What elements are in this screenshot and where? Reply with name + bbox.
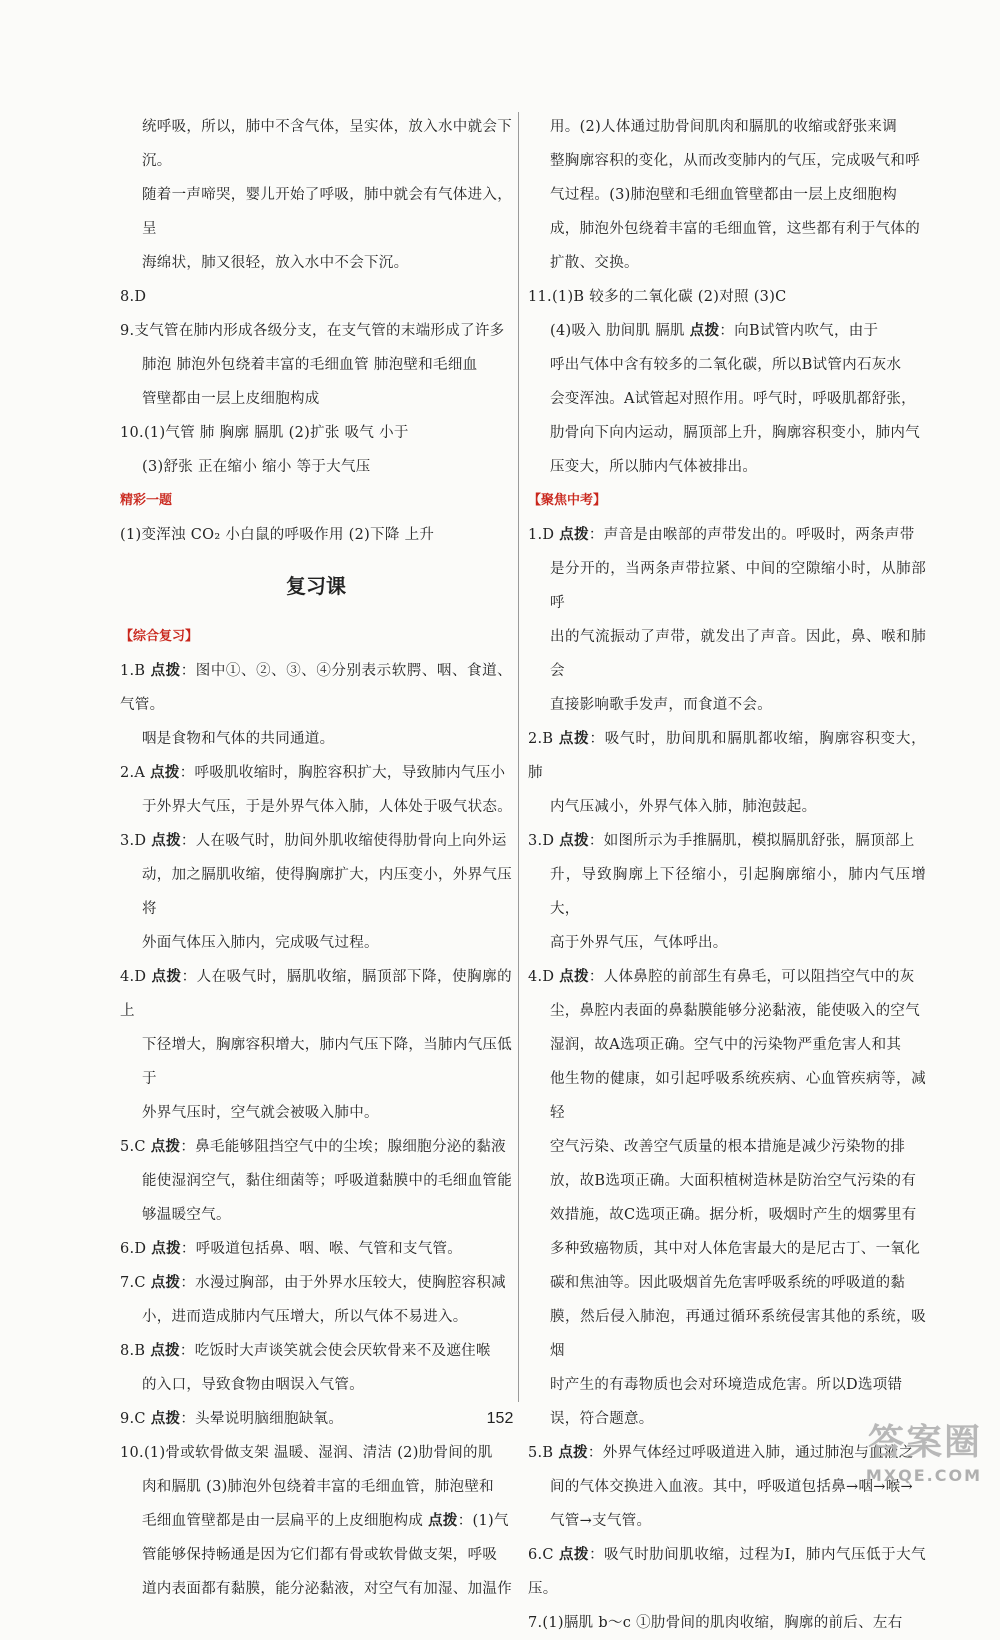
answer-text-line: 多种致癌物质，其中对人体危害最大的是尼古丁、一氧化 — [550, 1241, 920, 1257]
hint-keyword: 点拨 — [559, 526, 589, 543]
answer-text-line: 管能够保持畅通是因为它们都有骨或软骨做支架，呼吸 — [142, 1547, 498, 1563]
answer-text-line: 外界气压时，空气就会被吸入肺中。 — [142, 1105, 379, 1121]
answer-item-line: (1)变浑浊 CO₂ 小白鼠的呼吸作用 (2)下降 上升 — [120, 527, 435, 543]
answer-item-line — [120, 1334, 512, 1368]
answer-text-line: 效措施，故C选项正确。据分析，吸烟时产生的烟雾里有 — [550, 1207, 917, 1223]
answer-prefix: 毛细血管壁都是由一层扁平的上皮细胞构成 — [142, 1513, 429, 1529]
answer-text-line: 管壁都由一层上皮细胞构成 — [142, 391, 320, 407]
hint-text: ：头晕说明脑细胞缺氧。 — [180, 1411, 344, 1427]
answer-text-line: 能使湿润空气，黏住细菌等；呼吸道黏膜中的毛细血管能 — [142, 1173, 512, 1189]
hint-text: ：人在吸气时，肋间外肌收缩使得肋骨向上向外运 — [180, 833, 507, 849]
hint-keyword: 点拨 — [689, 322, 720, 339]
hint-keyword: 点拨 — [151, 1240, 181, 1257]
watermark-logo-text: 答案圈 — [867, 1422, 982, 1463]
hint-keyword: 点拨 — [559, 968, 589, 985]
answer-prefix: 6.D — [120, 1241, 152, 1257]
answer-text-line: 肋骨向下向内运动，膈顶部上升，胸廓容积变小，肺内气 — [550, 425, 920, 441]
answer-item-line — [120, 1232, 512, 1266]
answer-prefix: 8.B — [120, 1343, 151, 1359]
answer-item-line — [120, 960, 512, 1028]
hint-text: ：吸气时，肋间肌和膈肌都收缩，胸廓容积变大，肺 — [528, 731, 926, 781]
hint-text: ：人在吸气时，膈肌收缩，膈顶部下降，使胸廓的上 — [120, 969, 512, 1019]
answer-text-line: (3)舒张 正在缩小 缩小 等于大气压 — [142, 459, 371, 475]
answer-item-line — [120, 1130, 512, 1164]
answer-item-line: 7.(1)膈肌 b～c ①肋骨间的肌肉收缩，胸廓的前后、左右 — [528, 1615, 903, 1631]
answer-text-line: 动，加之膈肌收缩，使得胸廓扩大，内压变小，外界气压将 — [142, 867, 512, 917]
answer-text-line: 压变大，所以肺内气体被排出。 — [550, 459, 758, 475]
column-divider — [518, 112, 519, 1402]
answer-text-line: 高于外界气压，气体呼出。 — [550, 935, 728, 951]
answer-text-line: 下径增大，胸廓容积增大，肺内气压下降，当肺内气压低于 — [142, 1037, 512, 1087]
answer-prefix: 5.C — [120, 1139, 151, 1155]
answer-text-line: 咽是食物和气体的共同通道。 — [142, 731, 335, 747]
answer-text-line — [528, 314, 926, 348]
answer-text-line: 够温暖空气。 — [142, 1207, 231, 1223]
hint-keyword: 点拨 — [150, 662, 181, 679]
answer-item-line — [120, 824, 512, 858]
answer-text-line: 空气污染、改善空气质量的根本措施是减少污染物的排 — [550, 1139, 906, 1155]
answer-prefix: 2.B — [528, 731, 559, 747]
answer-prefix: 6.C — [528, 1547, 559, 1563]
answer-text-line: 小，进而造成肺内气压增大，所以气体不易进入。 — [142, 1309, 468, 1325]
hint-text: ：人体鼻腔的前部生有鼻毛，可以阻挡空气中的灰 — [588, 969, 915, 985]
answer-item-line — [528, 1538, 926, 1606]
site-watermark — [812, 1420, 982, 1500]
answer-text-line: 尘，鼻腔内表面的鼻黏膜能够分泌黏液，能使吸入的空气 — [550, 1003, 920, 1019]
answer-prefix: 5.B — [528, 1445, 559, 1461]
answer-text-line: 放，故B选项正确。大面积植树造林是防治空气污染的有 — [550, 1173, 917, 1189]
answer-item-line: 9.支气管在肺内形成各级分支，在支气管的末端形成了许多 — [120, 323, 505, 339]
hint-keyword: 点拨 — [150, 764, 180, 781]
answer-text-line: 会变浑浊。A试管起对照作用。呼气时，呼吸肌都舒张， — [550, 391, 916, 407]
answer-text-line: 气管→支气管。 — [550, 1513, 652, 1529]
answer-text-line: 出的气流振动了声带，就发出了声音。因此，鼻、喉和肺会 — [550, 629, 926, 679]
answer-text-line: 整胸廓容积的变化，从而改变肺内的气压，完成吸气和呼 — [550, 153, 920, 169]
answer-text-line: 道内表面都有黏膜，能分泌黏液，对空气有加湿、加温作 — [142, 1581, 512, 1597]
answer-text-line: 升，导致胸廓上下径缩小，引起胸廓缩小，肺内气压增大， — [550, 867, 926, 917]
hint-text: ：外界气体经过呼吸道进入肺，通过肺泡与血液之 — [587, 1445, 914, 1461]
section-heading: 【综合复习】 — [120, 629, 199, 644]
answer-prefix: 1.D — [528, 527, 560, 543]
answer-text-line — [120, 1504, 512, 1538]
answer-text-line: 的入口，导致食物由咽误入气管。 — [142, 1377, 364, 1393]
answer-text-line: 是分开的，当两条声带拉紧、中间的空隙缩小时，从肺部呼 — [550, 561, 926, 611]
answer-text-line: 误，符合题意。 — [550, 1411, 654, 1427]
answer-item-line — [120, 756, 512, 790]
answer-text-line: 碳和焦油等。因此吸烟首先危害呼吸系统的呼吸道的黏 — [550, 1275, 906, 1291]
hint-text: ：吃饭时大声谈笑就会使会厌软骨来不及遮住喉 — [179, 1343, 491, 1359]
hint-keyword: 点拨 — [151, 968, 182, 985]
answer-text-line: 海绵状，肺又很轻，放入水中不会下沉。 — [142, 255, 409, 271]
answer-text-line: 间的气体交换进入血液。其中，呼吸道包括鼻→咽→喉→ — [550, 1479, 913, 1495]
answer-text-line: 外面气体压入肺内，完成吸气过程。 — [142, 935, 379, 951]
answer-prefix: 7.C — [120, 1275, 151, 1291]
answer-text-line: 内气压减小，外界气体入肺，肺泡鼓起。 — [550, 799, 817, 815]
answer-text-line: 他生物的健康，如引起呼吸系统疾病、心血管疾病等，减轻 — [550, 1071, 926, 1121]
answer-item-line — [120, 1266, 512, 1300]
answer-item-line: 11.(1)B 较多的二氧化碳 (2)对照 (3)C — [528, 289, 787, 305]
answer-text-line: 统呼吸，所以，肺中不含气体，呈实体，放入水中就会下沉。 — [142, 119, 512, 169]
answer-item-line — [528, 722, 926, 790]
answer-text-line: 直接影响歌手发声，而食道不会。 — [550, 697, 772, 713]
hint-keyword: 点拨 — [151, 832, 181, 849]
answer-prefix: 9.C — [120, 1411, 151, 1427]
answer-text-line: 呼出气体中含有较多的二氧化碳，所以B试管内石灰水 — [550, 357, 902, 373]
answer-text-line: 时产生的有毒物质也会对环境造成危害。所以D选项错 — [550, 1377, 903, 1393]
answer-text-line: 膜，然后侵入肺泡，再通过循环系统侵害其他的系统，吸烟 — [550, 1309, 926, 1359]
answer-prefix: 2.A — [120, 765, 151, 781]
answer-prefix: 1.B — [120, 663, 151, 679]
lesson-title: 复习课 — [286, 574, 346, 598]
hint-text: ：向B试管内吹气，由于 — [719, 323, 879, 339]
hint-keyword: 点拨 — [150, 1274, 181, 1291]
answer-prefix: 4.D — [120, 969, 152, 985]
hint-text: ：如图所示为手推膈肌，模拟膈肌舒张，膈顶部上 — [588, 833, 915, 849]
hint-keyword: 点拨 — [150, 1410, 181, 1427]
hint-keyword: 点拨 — [150, 1138, 181, 1155]
answer-text-line: 成，肺泡外包绕着丰富的毛细血管，这些都有利于气体的 — [550, 221, 920, 237]
answer-prefix: 3.D — [120, 833, 152, 849]
left-column — [120, 110, 512, 1606]
watermark-url: MXQE.COM — [865, 1466, 982, 1485]
answer-text-line: 肉和膈肌 (3)肺泡外包绕着丰富的毛细血管，肺泡壁和 — [142, 1479, 494, 1495]
answer-text-line: 扩散、交换。 — [550, 255, 639, 271]
hint-keyword: 点拨 — [428, 1512, 458, 1529]
answer-text-line: 用。(2)人体通过肋骨间肌肉和膈肌的收缩或舒张来调 — [550, 119, 898, 135]
hint-text: ：鼻毛能够阻挡空气中的尘埃；腺细胞分泌的黏液 — [180, 1139, 506, 1155]
answer-text-line: 于外界大气压，于是外界气体入肺，人体处于吸气状态。 — [142, 799, 512, 815]
answer-item-line — [528, 960, 926, 994]
section-heading: 精彩一题 — [120, 493, 173, 508]
hint-text: ：吸气时肋间肌收缩，过程为Ⅰ，肺内气压低于大气压。 — [528, 1547, 926, 1597]
answer-item-line — [120, 654, 512, 722]
answer-text-line: 湿润，故A选项正确。空气中的污染物严重危害人和其 — [550, 1037, 902, 1053]
answer-item-line: 10.(1)气管 肺 胸廓 膈肌 (2)扩张 吸气 小于 — [120, 425, 409, 441]
answer-prefix: 3.D — [528, 833, 560, 849]
hint-keyword: 点拨 — [558, 730, 590, 747]
answer-item-line — [528, 518, 926, 552]
hint-keyword: 点拨 — [558, 1546, 590, 1563]
hint-keyword: 点拨 — [150, 1342, 180, 1359]
section-heading: 【聚焦中考】 — [528, 493, 607, 508]
answer-prefix: 4.D — [528, 969, 560, 985]
answer-item-line: 10.(1)骨或软骨做支架 温暖、湿润、清洁 (2)肋骨间的肌 — [120, 1445, 493, 1461]
answer-prefix: (4)吸入 肋间肌 膈肌 — [550, 323, 690, 339]
answer-text-line: 随着一声啼哭，婴儿开始了呼吸，肺中就会有气体进入，呈 — [142, 187, 512, 237]
answer-item-line: 8.D — [120, 289, 147, 305]
hint-text: ：水漫过胸部，由于外界水压较大，使胸腔容积减 — [180, 1275, 506, 1291]
hint-keyword: 点拨 — [558, 1444, 588, 1461]
hint-text: ：呼吸肌收缩时，胸腔容积扩大，导致肺内气压小 — [179, 765, 506, 781]
hint-keyword: 点拨 — [559, 832, 589, 849]
answer-item-line — [528, 824, 926, 858]
answer-text-line: 肺泡 肺泡外包绕着丰富的毛细血管 肺泡壁和毛细血 — [142, 357, 478, 373]
hint-text: ：图中①、②、③、④分别表示软腭、咽、食道、气管。 — [120, 663, 512, 713]
answer-text-line: 气过程。(3)肺泡壁和毛细血管壁都由一层上皮细胞构 — [550, 187, 898, 203]
hint-text: ：呼吸道包括鼻、咽、喉、气管和支气管。 — [180, 1241, 463, 1257]
page-number: 152 — [486, 1410, 514, 1427]
hint-text: ：(1)气 — [457, 1513, 509, 1529]
hint-text: ：声音是由喉部的声带发出的。呼吸时，两条声带 — [588, 527, 915, 543]
